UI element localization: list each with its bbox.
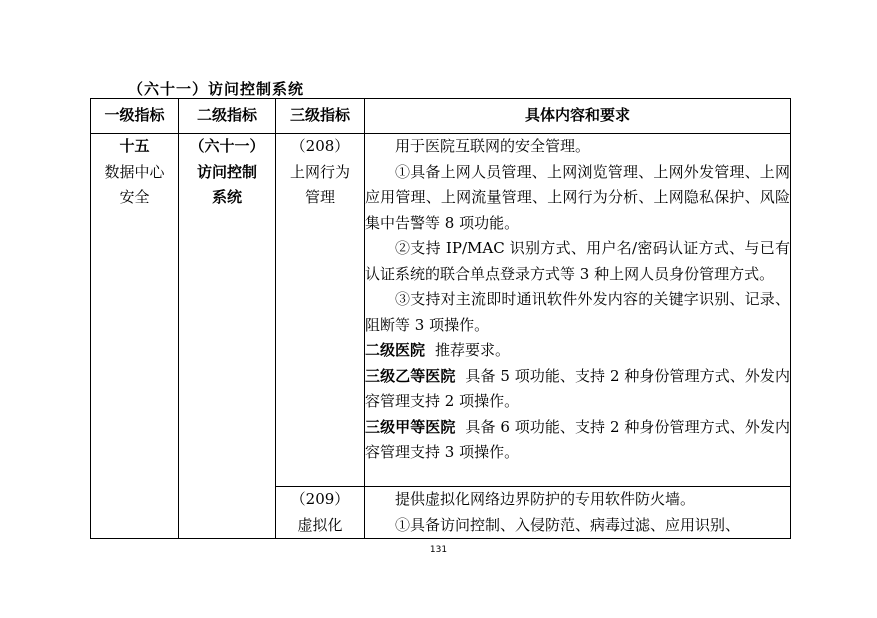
content-item: ②支持 IP/MAC 识别方式、用户名/密码认证方式、与已有认证系统的联合单点登录方式等 3 种上网人员身份管理方式。 <box>365 239 790 283</box>
content-item: ①具备上网人员管理、上网浏览管理、上网外发管理、上网应用管理、上网流量管理、上网行为分析、上网隐私保护、风险集中告警等 8 项功能。 <box>365 162 790 232</box>
requirement-label: 三级乙等医院 <box>365 366 456 385</box>
content-cell-209 <box>365 487 791 539</box>
content-item: ①具备访问控制、入侵防范、病毒过滤、应用识别、 <box>395 515 741 534</box>
level1-line: 安全 <box>119 188 150 206</box>
header-content: 具体内容和要求 <box>365 99 791 134</box>
level2-line: 系统 <box>211 188 242 206</box>
page-number: 131 <box>429 545 448 555</box>
requirement-label: 二级医院 <box>365 341 426 359</box>
level1-line: 十五 <box>119 137 150 155</box>
spec-table <box>90 98 791 539</box>
level3-line: 管理 <box>304 188 335 206</box>
level1-cell <box>91 134 179 539</box>
header-row <box>91 99 791 134</box>
level3-cell-209 <box>276 487 365 539</box>
level3-line: 虚拟化 <box>297 515 343 534</box>
requirement-level3a <box>365 415 790 466</box>
level3-line: （208） <box>290 137 350 155</box>
content-intro: 提供虚拟化网络边界防护的专用软件防火墙。 <box>395 490 696 508</box>
level2-cell <box>179 134 276 539</box>
requirement-level2 <box>365 338 790 364</box>
requirement-text: 推荐要求。 <box>435 341 511 359</box>
section-title: （六十一）访问控制系统 <box>128 80 305 98</box>
header-level2: 二级指标 <box>179 99 276 134</box>
level2-line: （六十一） <box>189 137 265 155</box>
level3-line: 上网行为 <box>289 162 350 181</box>
content-intro: 用于医院互联网的安全管理。 <box>395 137 591 155</box>
requirement-text: 具备 5 项功能、支持 2 种身份管理方式、外发内容管理支持 2 项操作。 <box>365 366 790 410</box>
header-level1: 一级指标 <box>91 99 179 134</box>
level1-line: 数据中心 <box>104 162 165 181</box>
requirement-text: 具备 6 项功能、支持 2 种身份管理方式、外发内容管理支持 3 项操作。 <box>365 417 790 461</box>
level3-cell-208 <box>276 134 365 487</box>
content-cell-208 <box>365 134 791 487</box>
requirement-label: 三级甲等医院 <box>365 417 456 436</box>
header-level3: 三级指标 <box>276 99 365 134</box>
level3-line: （209） <box>290 490 350 508</box>
table-row <box>91 134 791 487</box>
requirement-level3b <box>365 364 790 415</box>
content-item: ③支持对主流即时通讯软件外发内容的关键字识别、记录、阻断等 3 项操作。 <box>365 290 790 334</box>
level2-line: 访问控制 <box>196 162 257 181</box>
